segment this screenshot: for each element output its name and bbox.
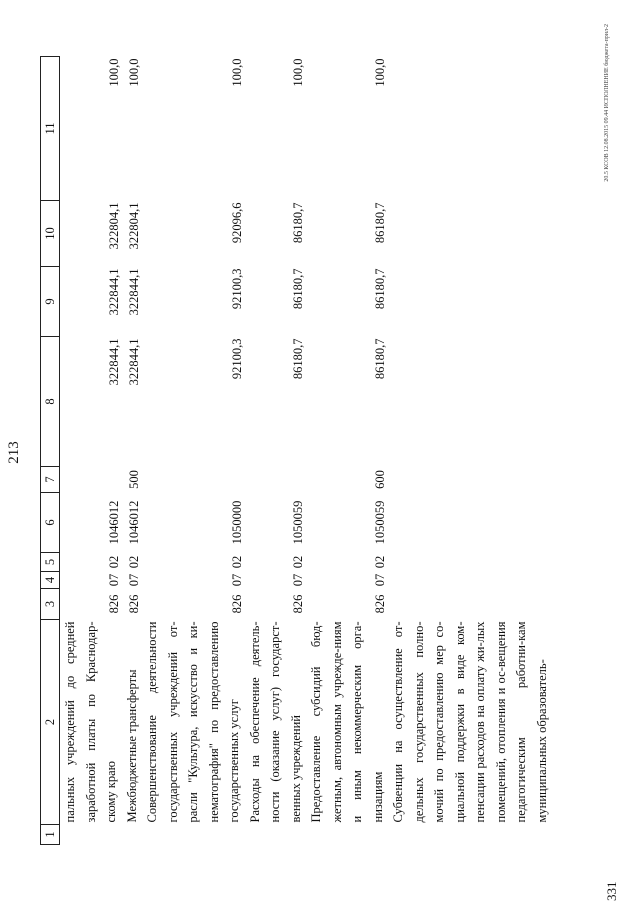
- amount-col9: 92100,3: [229, 268, 244, 310]
- code-target: [388, 493, 552, 553]
- code-expense-type: 600: [373, 470, 387, 489]
- amount-col8: 322844,1: [106, 338, 121, 386]
- code-admin: 826: [229, 594, 244, 614]
- row-spacer-cell: [245, 825, 307, 845]
- amount-col8: 92100,3: [229, 338, 244, 380]
- row-spacer-cell: [60, 825, 122, 845]
- row-description: Субвенции на осуществление от-дельных государственных полно-мочий по предоставлению мер со-циальной поддержки в виде ком-пенсации расходов на оплату жи-лых помещений, отопления и ос-вещения педагогическим работни-кам муниципальных образователь-: [391, 621, 549, 823]
- code-target: 1046012: [127, 500, 141, 545]
- table-header-row: [41, 57, 60, 845]
- percent-col11: 100,0: [373, 58, 387, 87]
- footer-document-code: 20.5 КСОВ 12.08.2015 09.44 ИСПОЛНЕНИЕ бюджета-прил-2: [604, 24, 610, 182]
- code-expense-type: [142, 467, 245, 493]
- code-section: 07: [106, 573, 121, 587]
- amount-col10: 86180,7: [373, 202, 387, 244]
- row-description: Межбюджетные трансферты: [124, 669, 139, 823]
- row-spacer-cell: [306, 825, 388, 845]
- amount-col8: 86180,7: [291, 338, 305, 380]
- amount-col10: 322804,1: [106, 202, 121, 250]
- header-cell: 3: [41, 589, 60, 620]
- amount-col9: 86180,7: [373, 268, 387, 310]
- code-target: 1046012: [106, 500, 121, 545]
- code-target: 1050000: [229, 500, 244, 545]
- table-row: [122, 57, 143, 845]
- row-description: Совершенствование деятельности государственных учреждений от-расли "Культура, искусство и ки-нематография" по предоставлению государственных услуг: [145, 621, 241, 823]
- code-target: 1050059: [291, 500, 305, 545]
- header-cell: 2: [41, 620, 60, 825]
- code-admin: 826: [373, 594, 387, 614]
- code-section: [388, 572, 552, 589]
- header-cell: 11: [41, 57, 60, 201]
- code-expense-type: 500: [127, 470, 141, 489]
- code-admin: 826: [291, 594, 305, 614]
- header-cell: 5: [41, 553, 60, 572]
- table-row: [142, 57, 245, 845]
- header-cell: 6: [41, 493, 60, 553]
- page-number: 213: [6, 441, 22, 464]
- percent-col11: 100,0: [106, 58, 121, 87]
- code-admin: 826: [127, 594, 141, 614]
- code-section: 07: [373, 573, 387, 587]
- amount-col8: [388, 337, 552, 467]
- percent-col11: 100,0: [229, 58, 244, 87]
- corner-sheet-number: 331: [604, 881, 619, 901]
- header-cell: 10: [41, 201, 60, 267]
- code-subsection: 02: [106, 555, 121, 569]
- amount-col10: 322804,1: [127, 202, 141, 250]
- code-admin: 826: [106, 594, 121, 614]
- table-row: [388, 57, 552, 845]
- percent-col11: 100,0: [127, 58, 141, 87]
- row-spacer-cell: [142, 825, 245, 845]
- row-description: пальных учреждений до средней заработной платы по Краснодар-скому краю: [63, 621, 118, 823]
- amount-col10: [388, 201, 552, 267]
- code-expense-type: [245, 467, 307, 493]
- code-section: 07: [229, 573, 244, 587]
- amount-col8: 322844,1: [127, 338, 141, 386]
- amount-col9: 322844,1: [106, 268, 121, 316]
- code-admin: [388, 589, 552, 620]
- code-expense-type: [60, 467, 122, 493]
- amount-col9: 86180,7: [291, 268, 305, 310]
- percent-col11: 100,0: [291, 58, 305, 87]
- code-subsection: [388, 553, 552, 572]
- code-section: 07: [291, 573, 305, 587]
- amount-col9: [388, 267, 552, 337]
- code-subsection: 02: [291, 555, 305, 569]
- budget-table: [40, 56, 552, 845]
- amount-col8: 86180,7: [373, 338, 387, 380]
- header-cell: 8: [41, 337, 60, 467]
- row-description: Расходы на обеспечение деятель-ности (оказание услуг) государст-венных учреждений: [247, 621, 303, 823]
- code-section: 07: [127, 573, 141, 587]
- code-subsection: 02: [127, 555, 141, 569]
- row-description: Предоставление субсидий бюд-жетным, автономным учрежде-ниям и иным некоммерческим орга-низациям: [309, 621, 385, 823]
- code-target: 1050059: [373, 500, 387, 545]
- table-row: [306, 57, 388, 845]
- table-row: [245, 57, 307, 845]
- code-subsection: 02: [229, 555, 244, 569]
- amount-col10: 86180,7: [291, 202, 305, 244]
- header-cell: 4: [41, 572, 60, 589]
- table-row: [60, 57, 122, 845]
- header-cell: 1: [41, 825, 60, 845]
- header-cell: 9: [41, 267, 60, 337]
- code-expense-type: [388, 467, 552, 493]
- row-spacer-cell: [388, 825, 552, 845]
- amount-col10: 92096,6: [229, 202, 244, 244]
- amount-col9: 322844,1: [127, 268, 141, 316]
- code-subsection: 02: [373, 555, 387, 569]
- percent-col11: [388, 57, 552, 201]
- header-cell: 7: [41, 467, 60, 493]
- row-spacer-cell: [122, 825, 143, 845]
